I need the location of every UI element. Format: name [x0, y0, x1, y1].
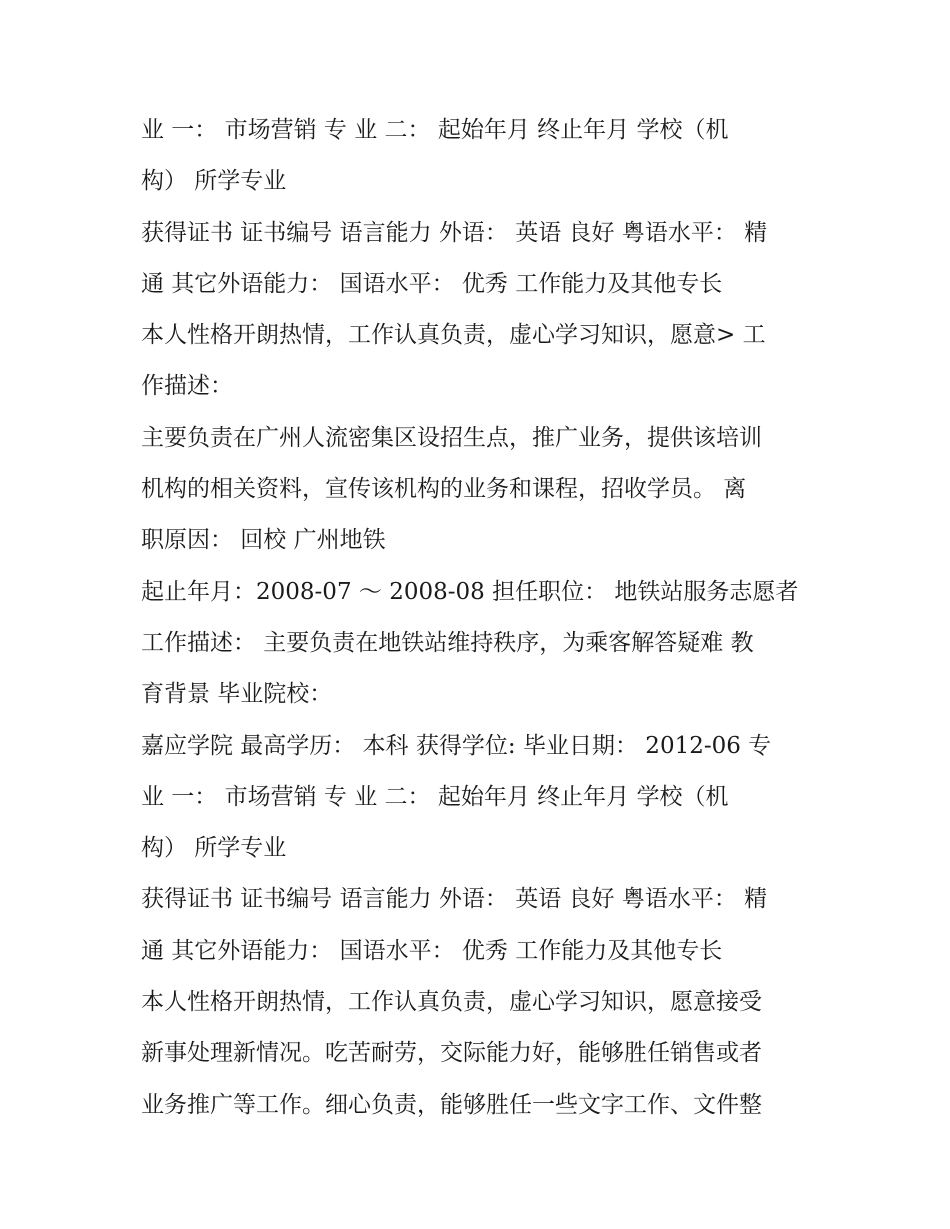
text-line: 职原因： 回校 广州地铁 — [141, 527, 386, 554]
document-body — [141, 112, 821, 1138]
text-line: 主要负责在广州人流密集区设招生点，推广业务，提供该培训 — [141, 424, 762, 451]
text-line: 作描述： — [141, 373, 233, 400]
text-line: 获得证书 证书编号 语言能力 外语： 英语 良好 粤语水平： 精 — [141, 219, 768, 246]
text-line: 业 一： 市场营销 专 业 二： 起始年月 终止年月 学校（机 — [141, 117, 729, 143]
text-line: 业 一： 市场营销 专 业 二： 起始年月 终止年月 学校（机 — [141, 783, 729, 810]
text-line: 获得证书 证书编号 语言能力 外语： 英语 良好 粤语水平： 精 — [141, 886, 768, 913]
text-line: 嘉应学院 最高学历： 本科 获得学位: 毕业日期： 2012-06 专 — [141, 732, 772, 759]
text-line: 新事处理新情况。吃苦耐劳，交际能力好，能够胜任销售或者 — [141, 1040, 762, 1067]
text-line: 工作描述： 主要负责在地铁站维持秩序，为乘客解答疑难 教 — [141, 629, 754, 656]
text-line: 起止年月：2008-07 ～ 2008-08 担任职位： 地铁站服务志愿者 — [141, 578, 799, 605]
text-line: 本人性格开朗热情，工作认真负责，虚心学习知识，愿意> 工 — [141, 322, 766, 349]
text-line: 构） 所学专业 — [141, 168, 287, 195]
text-line: 业务推广等工作。细心负责，能够胜任一些文字工作、文件整 — [141, 1091, 762, 1118]
text-line: 构） 所学专业 — [141, 835, 287, 862]
text-line: 育背景 毕业院校： — [141, 681, 333, 708]
text-line: 本人性格开朗热情，工作认真负责，虚心学习知识，愿意接受 — [141, 989, 762, 1016]
text-line: 机构的相关资料，宣传该机构的业务和课程，招收学员。 离 — [141, 476, 747, 503]
text-line: 通 其它外语能力： 国语水平： 优秀 工作能力及其他专长 — [141, 270, 723, 297]
text-line: 通 其它外语能力： 国语水平： 优秀 工作能力及其他专长 — [141, 937, 723, 964]
